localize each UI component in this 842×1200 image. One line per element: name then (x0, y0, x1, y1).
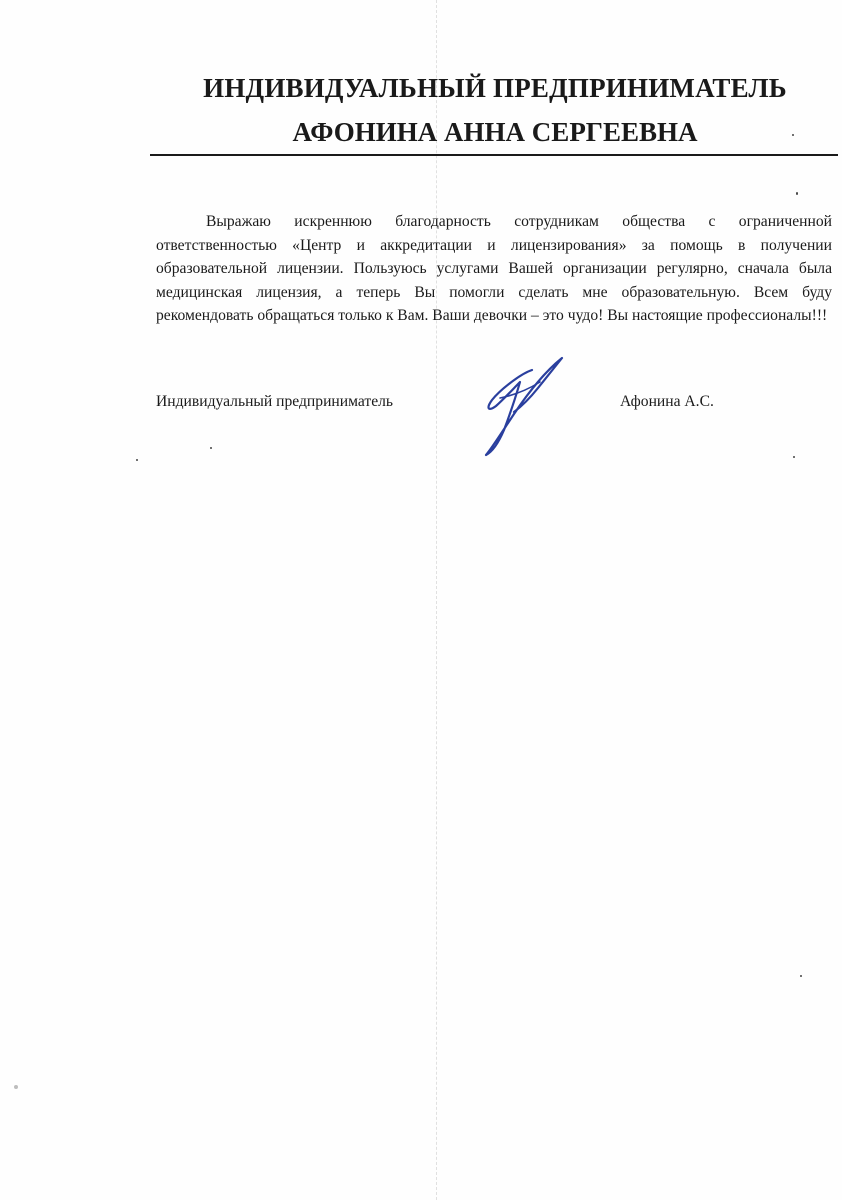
scan-speck (796, 192, 798, 195)
signatory-role: Индивидуальный предприниматель (156, 393, 394, 410)
letterhead (150, 68, 840, 152)
handwritten-signature-icon (470, 352, 580, 462)
signatory-name: Афонина А.С. (620, 393, 714, 410)
letterhead-owner-name: АФОНИНА АННА СЕРГЕЕВНА (292, 117, 698, 147)
scan-speck (14, 1085, 18, 1089)
scan-speck (793, 456, 795, 458)
fold-line (436, 0, 437, 1200)
letterhead-divider (150, 154, 838, 156)
scan-speck (800, 975, 802, 977)
scan-speck (210, 447, 212, 449)
letterhead-title: ИНДИВИДУАЛЬНЫЙ ПРЕДПРИНИМАТЕЛЬ (203, 73, 787, 103)
scan-speck (792, 134, 794, 136)
scan-speck (136, 459, 138, 461)
letter-body: Выражаю искреннюю благодарность сотрудникам общества с ограниченной ответственностью «Центр и аккредитации и лицензирования» за помощь в получении образовательной лицензии. Пользуюсь услугами Вашей организации регулярно, сначала была медицинская лицензия, а теперь Вы помогли сделать мне образовательную. Всем буду рекомендовать обращаться только к Вам. Ваши девочки – это чудо! Вы настоящие профессионалы!!! (156, 213, 832, 325)
